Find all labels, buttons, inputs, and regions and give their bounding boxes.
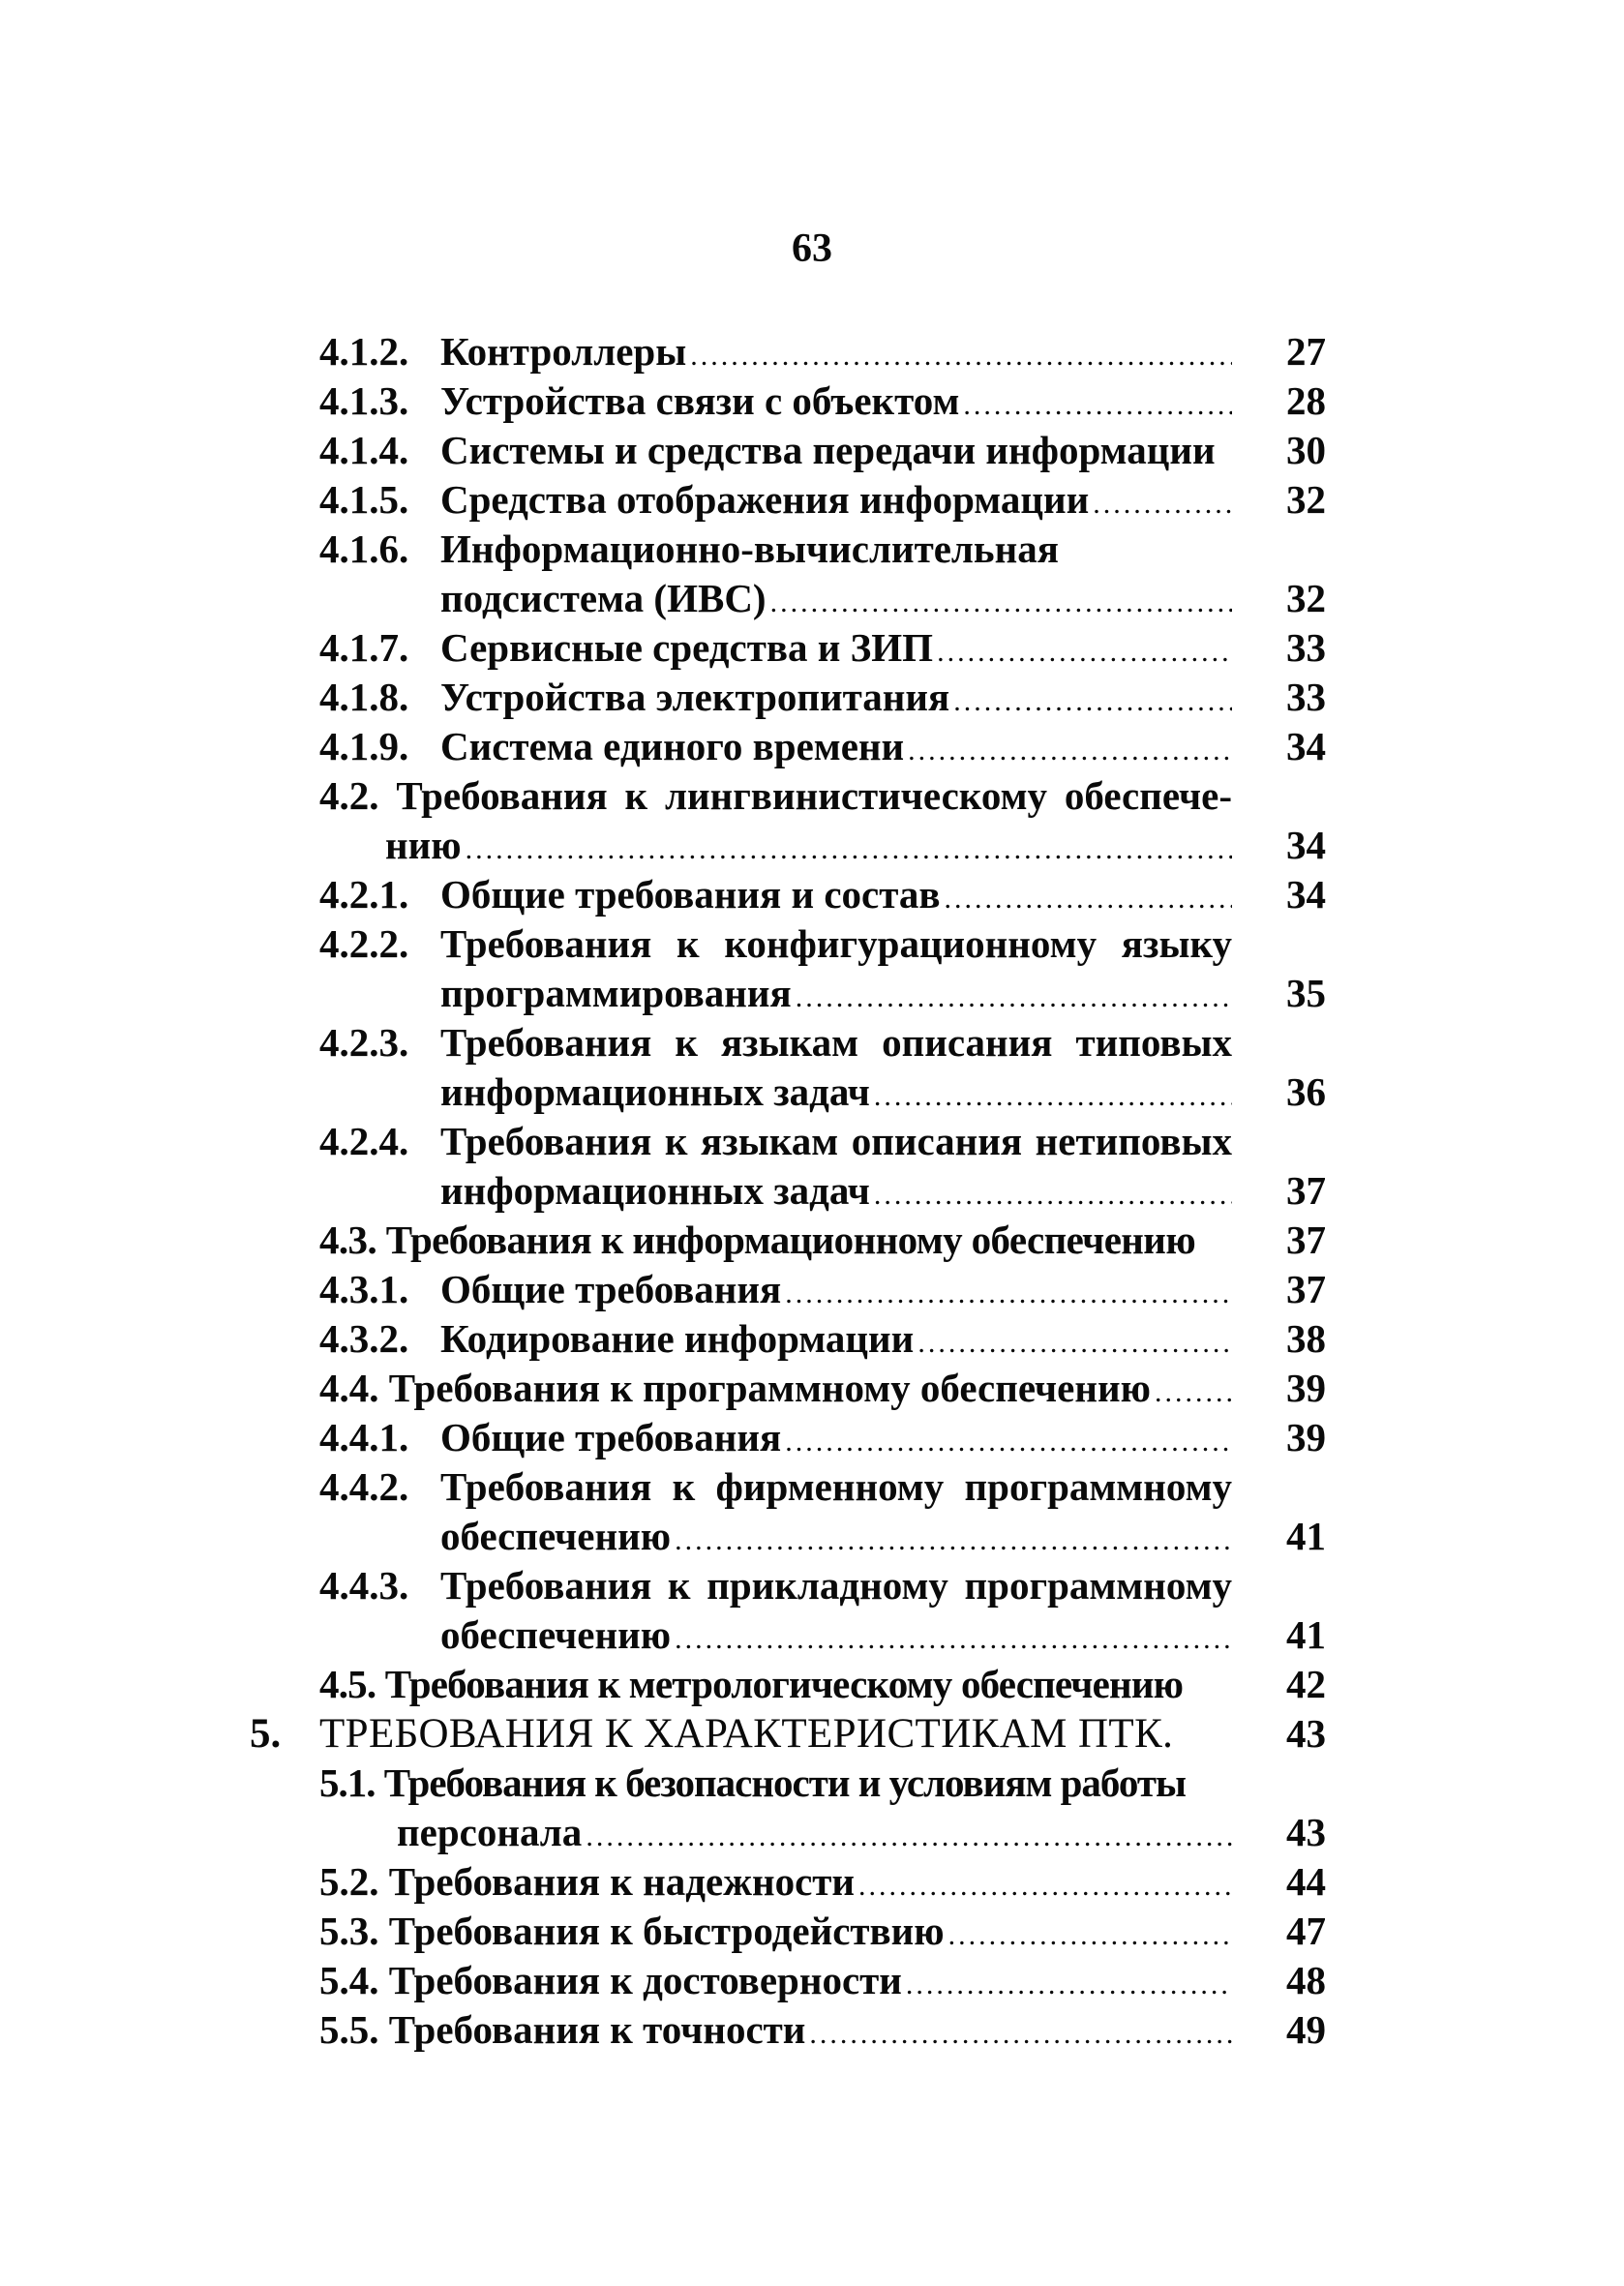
toc-entry-title — [319, 1660, 1232, 1709]
toc-entry — [0, 1660, 1624, 1709]
toc-entry-page: 43 — [1286, 1711, 1326, 1756]
toc-entry-title — [440, 673, 1232, 726]
toc-entry-title-line: информационных задач — [440, 1168, 870, 1213]
toc-entry — [0, 722, 1624, 771]
toc-entry-title-line: 4.4. Требования к программному обеспечению — [319, 1366, 1151, 1410]
dot-leader — [1093, 479, 1232, 528]
toc-entry-title-line: Требования к языкам описания нетиповых — [440, 1119, 1232, 1163]
toc-entry-title — [319, 2005, 1232, 2059]
toc-entry-page: 38 — [1286, 1316, 1326, 1361]
dot-leader — [675, 1614, 1232, 1664]
toc-entry — [0, 1117, 1624, 1216]
toc-entry — [0, 1413, 1624, 1462]
toc-entry-number: 5.4. — [319, 1958, 379, 2002]
toc-entry-number: 4.2.3. — [319, 1020, 409, 1065]
toc-entry — [0, 426, 1624, 475]
toc-entry-title — [319, 1364, 1232, 1417]
toc-entry-title — [319, 1709, 1232, 1759]
dot-leader — [874, 1071, 1232, 1121]
toc-entry-number: 4.1.6. — [319, 526, 409, 571]
toc-entry-number: 5. — [250, 1711, 282, 1757]
toc-entry-page: 28 — [1286, 378, 1326, 423]
page-number: 63 — [792, 226, 832, 271]
toc-entry-page: 47 — [1286, 1909, 1326, 1953]
toc-entry-title-line: 4.3. Требования к информационному обеспечению — [319, 1218, 1196, 1262]
toc-entry-title — [440, 870, 1232, 923]
toc-entry-number: 5.1. — [319, 1760, 376, 1805]
toc-entry-title-line: 5.5. Требования к точности — [319, 2007, 806, 2052]
toc-entry-number: 4.1.5. — [319, 477, 409, 522]
toc-entry-number: 4.1.9. — [319, 724, 409, 768]
toc-entry — [0, 919, 1624, 1018]
toc-entry-number: 4.3.1. — [319, 1267, 409, 1311]
toc-entry-number: 4.3.2. — [319, 1316, 409, 1361]
toc-entry-number: 5.5. — [319, 2007, 379, 2052]
dot-leader — [785, 1269, 1232, 1318]
dot-leader — [874, 1170, 1232, 1219]
toc-entry-title-line: программирования — [440, 971, 792, 1015]
toc-entry-number: 4.1.7. — [319, 625, 409, 670]
toc-entry-title-line: Устройства связи с объектом — [440, 378, 960, 423]
toc-entry — [0, 673, 1624, 722]
toc-entry-title — [440, 722, 1232, 775]
toc-entry — [0, 1216, 1624, 1265]
toc-entry-number: 4.2.2. — [319, 921, 409, 966]
toc-entry-page: 32 — [1286, 576, 1326, 620]
dot-leader — [1155, 1368, 1232, 1417]
dot-leader — [586, 1812, 1232, 1861]
toc-entry-number: 4.4.2. — [319, 1464, 409, 1509]
toc-entry-title-line: Требования к фирменному программному — [440, 1464, 1232, 1509]
toc-entry-title — [319, 771, 1232, 874]
toc-entry-title-line: 5.3. Требования к быстродействию — [319, 1909, 945, 1953]
toc-entry-title-line: Сервисные средства и ЗИП — [440, 625, 934, 670]
toc-entry-title-line: Устройства электропитания — [440, 675, 950, 719]
toc-entry — [0, 475, 1624, 525]
toc-entry-number: 4.1.2. — [319, 329, 409, 374]
toc-entry-page: 37 — [1286, 1218, 1326, 1262]
toc-entry — [0, 870, 1624, 919]
toc-entry-title-line: Кодирование информации — [440, 1316, 915, 1361]
toc-entry-title-line: Общие требования — [440, 1267, 782, 1311]
toc-entry-page: 42 — [1286, 1662, 1326, 1706]
toc-entry-title-line: Система единого времени — [440, 724, 905, 768]
toc-entry-title — [440, 1561, 1232, 1664]
dot-leader — [675, 1516, 1232, 1565]
toc-entry — [0, 771, 1624, 870]
toc-entry-title — [440, 426, 1232, 475]
dot-leader — [948, 1910, 1232, 1960]
dot-leader — [906, 1960, 1232, 2009]
dot-leader — [937, 627, 1232, 677]
toc-entry-title-line: подсистема (ИВС) — [440, 576, 767, 620]
dot-leader — [908, 726, 1232, 775]
toc-entry-number: 5.3. — [319, 1909, 379, 1953]
toc-entry-title — [440, 919, 1232, 1022]
toc-entry-number: 4.4. — [319, 1366, 379, 1410]
toc-entry-page: 41 — [1286, 1612, 1326, 1657]
toc-entry-page: 30 — [1286, 428, 1326, 472]
toc-entry-page: 37 — [1286, 1267, 1326, 1311]
toc-entry-number: 4.2.4. — [319, 1119, 409, 1163]
toc-entry-number: 4.2.1. — [319, 872, 409, 917]
toc-entry-title-line: Требования к языкам описания типовых — [440, 1020, 1232, 1065]
toc-entry-page: 27 — [1286, 329, 1326, 374]
toc-entry — [0, 1462, 1624, 1561]
toc-entry-page: 33 — [1286, 625, 1326, 670]
toc-entry-title — [440, 623, 1232, 677]
toc-entry — [0, 2005, 1624, 2055]
dot-leader — [963, 380, 1232, 430]
toc-entry-title-line: Контроллеры — [440, 329, 687, 374]
toc-entry-title-line: Системы и средства передачи информации — [440, 428, 1216, 472]
toc-entry-page: 43 — [1286, 1810, 1326, 1854]
toc-entry-title-line: Требования к конфигурационному языку — [440, 921, 1232, 966]
toc-chapter-entry — [0, 1709, 1624, 1759]
dot-leader — [945, 874, 1232, 923]
toc-entry-title-line: 4.5. Требования к метрологическому обеспечению — [319, 1662, 1184, 1706]
toc-entry — [0, 1907, 1624, 1956]
toc-entry — [0, 327, 1624, 376]
toc-entry-number: 4.1.3. — [319, 378, 409, 423]
toc-entry-title — [440, 1265, 1232, 1318]
toc-entry-page: 37 — [1286, 1168, 1326, 1213]
toc-entry-page: 32 — [1286, 477, 1326, 522]
toc-entry — [0, 1956, 1624, 2005]
toc-entry-number: 4.1.8. — [319, 675, 409, 719]
toc-entry — [0, 1265, 1624, 1314]
dot-leader — [953, 677, 1232, 726]
toc-entry-title-line: Средства отображения информации — [440, 477, 1090, 522]
toc-entry-title — [440, 475, 1232, 528]
toc-entry-number: 4.4.1. — [319, 1415, 409, 1459]
toc-entry-title-line: обеспечению — [440, 1514, 672, 1558]
toc-entry-title — [440, 1117, 1232, 1219]
toc-entry-title — [440, 376, 1232, 430]
toc-entry — [0, 623, 1624, 673]
toc-entry-number: 4.4.3. — [319, 1563, 409, 1608]
table-of-contents — [0, 327, 1624, 2055]
toc-entry — [0, 376, 1624, 426]
toc-entry — [0, 1314, 1624, 1364]
dot-leader — [917, 1318, 1232, 1368]
toc-entry — [0, 1364, 1624, 1413]
toc-entry-page: 39 — [1286, 1366, 1326, 1410]
toc-entry-title — [319, 1857, 1232, 1910]
toc-entry-title — [440, 1462, 1232, 1565]
toc-entry-number: 4.3. — [319, 1218, 377, 1262]
dot-leader — [690, 331, 1232, 380]
toc-entry-title-line: 5.1. Требования к безопасности и условиям работы — [319, 1760, 1186, 1805]
toc-entry-page: 36 — [1286, 1069, 1326, 1114]
dot-leader — [770, 578, 1232, 627]
toc-entry-page: 34 — [1286, 823, 1326, 867]
toc-entry-title-line: 5.4. Требования к достоверности — [319, 1958, 902, 2002]
toc-entry-page: 49 — [1286, 2007, 1326, 2052]
toc-entry-title-line: информационных задач — [440, 1069, 870, 1114]
toc-entry-page: 34 — [1286, 872, 1326, 917]
toc-entry — [0, 525, 1624, 623]
toc-entry-number: 4.1.4. — [319, 428, 409, 472]
dot-leader — [466, 825, 1232, 874]
toc-entry — [0, 1561, 1624, 1660]
toc-entry-title — [440, 1314, 1232, 1368]
toc-entry-title-line: 4.2. Требования к лингвинистическому обеспече- — [319, 773, 1232, 818]
toc-entry-page: 44 — [1286, 1859, 1326, 1904]
toc-entry-number: 4.2. — [319, 773, 379, 818]
dot-leader — [785, 1417, 1232, 1466]
toc-entry-title — [440, 327, 1232, 380]
toc-entry-page: 41 — [1286, 1514, 1326, 1558]
toc-entry — [0, 1018, 1624, 1117]
toc-entry-title — [319, 1956, 1232, 2009]
toc-entry-title-line: персонала — [397, 1810, 583, 1854]
toc-entry-title-line: Требования к прикладному программному — [440, 1563, 1232, 1608]
toc-entry-page: 35 — [1286, 971, 1326, 1015]
toc-entry-page: 48 — [1286, 1958, 1326, 2002]
toc-entry-number: 4.5. — [319, 1662, 376, 1706]
toc-entry-page: 39 — [1286, 1415, 1326, 1459]
toc-entry-title-line: обеспечению — [440, 1612, 672, 1657]
toc-entry-title — [440, 525, 1232, 627]
toc-entry-title — [319, 1216, 1232, 1265]
dot-leader — [796, 973, 1232, 1022]
dot-leader — [858, 1861, 1232, 1910]
toc-entry — [0, 1857, 1624, 1907]
toc-entry — [0, 1759, 1624, 1857]
toc-entry-title-line: Общие требования — [440, 1415, 782, 1459]
toc-entry-number: 5.2. — [319, 1859, 379, 1904]
dot-leader — [809, 2009, 1232, 2059]
toc-entry-title — [319, 1759, 1232, 1861]
toc-entry-title-line: Общие требования и состав — [440, 872, 941, 917]
toc-entry-title — [319, 1907, 1232, 1960]
toc-entry-page: 34 — [1286, 724, 1326, 768]
toc-entry-title — [440, 1018, 1232, 1121]
toc-entry-page: 33 — [1286, 675, 1326, 719]
toc-entry-title-line: ТРЕБОВАНИЯ К ХАРАКТЕРИСТИКАМ ПТК. — [319, 1711, 1174, 1757]
toc-entry-title-line: 5.2. Требования к надежности — [319, 1859, 856, 1904]
toc-entry-title — [440, 1413, 1232, 1466]
toc-entry-title-line: Информационно-вычислительная — [440, 526, 1059, 571]
toc-entry-title-line: нию — [385, 823, 462, 867]
